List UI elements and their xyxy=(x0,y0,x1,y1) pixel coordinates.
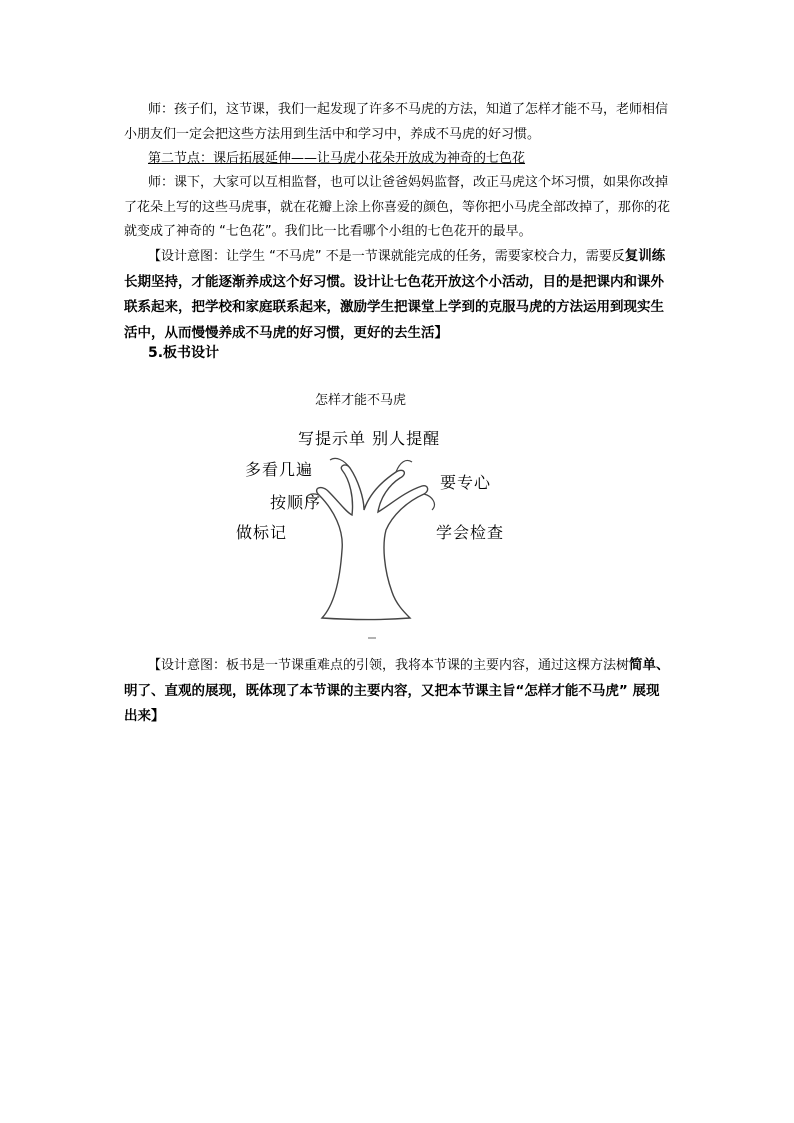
teacher-after-class-paragraph: 师：课下，大家可以互相监督，也可以让爸爸妈妈监督，改正马虎这个坏习惯，如果你改掉了花朵上写的这些马虎事，就在花瓣上涂上你喜爱的颜色，等你把小马虎全部改掉了，那你的花就变成了神奇的 “七色花”。我们比一比看哪个小组的七色花开的最早。 xyxy=(124,175,671,239)
board-title: 怎样才能不马虎 xyxy=(315,393,407,408)
board-label-look-again: 多看几遍 xyxy=(245,460,314,479)
board-label-top: 写提示单 别人提醒 xyxy=(298,429,441,448)
section2-title: 第二节点：课后拓展延伸——让马虎小花朵开放成为神奇的七色花 xyxy=(148,151,526,166)
board-design-heading: 5.板书设计 xyxy=(148,345,220,361)
board-label-check: 学会检查 xyxy=(436,523,505,542)
tree-trunk-outline xyxy=(317,465,428,620)
board-label-mark: 做标记 xyxy=(236,523,288,542)
board-label-focus: 要专心 xyxy=(440,473,492,492)
design-intent-1: 【设计意图：让学生 “不马虎” 不是一节课就能完成的任务，需要家校合力，需要反复训练长期坚持，才能逐渐养成这个好习惯。设计让七色花开放这个小活动，目的是把课内和课外联系起来，把学校和家庭联系起来，激励学生把课堂上学到的克服马虎的方法运用到现实生活中，从而慢慢养成不马虎的好习惯，更好的去生活】 xyxy=(124,248,666,341)
board-label-in-order: 按顺序 xyxy=(270,493,322,512)
method-tree-illustration xyxy=(224,380,524,650)
teacher-summary-paragraph: 师：孩子们，这节课，我们一起发现了许多不马虎的方法，知道了怎样才能不马，老师相信小朋友们一定会把这些方法用到生活中和学习中，养成不马虎的好习惯。 xyxy=(124,102,669,142)
design-intent-2: 【设计意图：板书是一节课重难点的引领，我将本节课的主要内容，通过这棵方法树简单、明了、直观的展现，既体现了本节课的主要内容，又把本节课主旨“怎样才能不马虎” 展现出来】 xyxy=(124,657,670,724)
